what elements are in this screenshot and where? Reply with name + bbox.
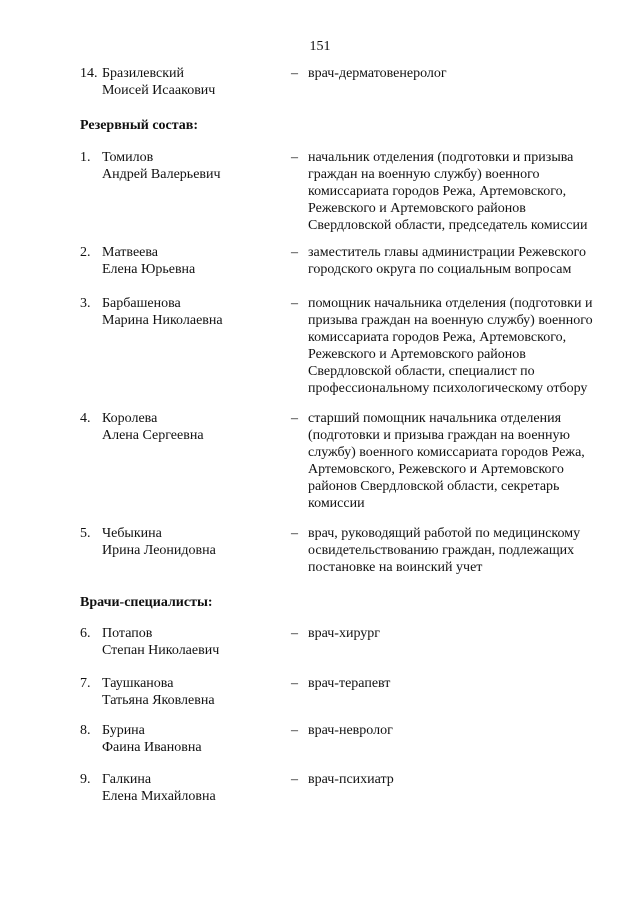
person-given-name: Алена Сергеевна [102, 428, 204, 443]
person-role [308, 65, 620, 82]
dash-separator: – [291, 626, 298, 641]
role-line: освидетельствованию граждан, подлежащих [308, 543, 575, 558]
dash-separator: – [291, 245, 298, 260]
role-line: врач, руководящий работой по медицинскому [308, 526, 581, 541]
role-line: Свердловской области, председатель комиссии [308, 218, 588, 233]
item-number: 2. [80, 245, 91, 260]
person-surname: Таушканова [102, 676, 174, 691]
item-number: 9. [80, 772, 91, 787]
person-given-name: Моисей Исаакович [102, 83, 216, 98]
role-line: комиссариата городов Режа, Артемовского, [308, 184, 567, 199]
role-line: врач-хирург [308, 626, 381, 641]
role-line: Режевского и Артемовского районов [308, 201, 526, 216]
person-surname: Матвеева [102, 245, 159, 260]
role-line: (подготовки и призыва граждан на военную [308, 428, 570, 443]
dash-separator: – [291, 676, 298, 691]
role-line: Артемовского, Режевского и Артемовского [308, 462, 564, 477]
role-line: призыва граждан на военную службу) военного [308, 313, 593, 328]
person-role [308, 149, 620, 234]
dash-separator: – [291, 150, 298, 165]
person-surname: Барбашенова [102, 296, 181, 311]
person-name [102, 771, 282, 805]
person-role [308, 675, 620, 692]
person-name [102, 149, 282, 183]
dash-separator: – [291, 66, 298, 81]
person-role [308, 625, 620, 642]
role-line: Свердловской области, специалист по [308, 364, 535, 379]
person-given-name: Елена Юрьевна [102, 262, 196, 277]
role-line: службу) военного комиссариата городов Режа, [308, 445, 585, 460]
item-number: 5. [80, 526, 91, 541]
person-surname: Бразилевский [102, 66, 185, 81]
person-given-name: Андрей Валерьевич [102, 167, 221, 182]
role-line: заместитель главы администрации Режевского [308, 245, 587, 260]
person-surname: Томилов [102, 150, 154, 165]
role-line: старший помощник начальника отделения [308, 411, 562, 426]
role-line: врач-невролог [308, 723, 393, 738]
dash-separator: – [291, 296, 298, 311]
person-surname: Королева [102, 411, 158, 426]
item-number: 8. [80, 723, 91, 738]
role-line: комиссариата городов Режа, Артемовского, [308, 330, 567, 345]
person-surname: Галкина [102, 772, 152, 787]
person-name [102, 525, 282, 559]
person-role [308, 244, 620, 278]
person-given-name: Степан Николаевич [102, 643, 220, 658]
person-given-name: Татьяна Яковлевна [102, 693, 215, 708]
person-given-name: Ирина Леонидовна [102, 543, 216, 558]
role-line: помощник начальника отделения (подготовки и [308, 296, 593, 311]
dash-separator: – [291, 526, 298, 541]
role-line: постановке на воинский учет [308, 560, 483, 575]
person-name [102, 410, 282, 444]
person-given-name: Елена Михайловна [102, 789, 216, 804]
person-role [308, 771, 620, 788]
role-line: городского округа по социальным вопросам [308, 262, 572, 277]
person-role [308, 295, 620, 397]
person-surname: Чебыкина [102, 526, 162, 541]
role-line: врач-терапевт [308, 676, 391, 691]
page-number: 151 [309, 39, 331, 54]
person-given-name: Марина Николаевна [102, 313, 223, 328]
role-line: врач-дерматовенеролог [308, 66, 447, 81]
role-line: профессиональному психологическому отбору [308, 381, 588, 396]
item-number: 3. [80, 296, 91, 311]
dash-separator: – [291, 772, 298, 787]
role-line: комиссии [308, 496, 365, 511]
item-number: 7. [80, 676, 91, 691]
dash-separator: – [291, 723, 298, 738]
role-line: начальник отделения (подготовки и призыва [308, 150, 574, 165]
person-name [102, 65, 282, 99]
person-role [308, 525, 620, 576]
person-name [102, 244, 282, 278]
person-name [102, 295, 282, 329]
item-number: 4. [80, 411, 91, 426]
dash-separator: – [291, 411, 298, 426]
role-line: районов Свердловской области, секретарь [308, 479, 560, 494]
person-name [102, 722, 282, 756]
role-line: граждан на военную службу) военного [308, 167, 540, 182]
doctors-heading: Врачи-специалисты: [80, 595, 213, 610]
item-number: 6. [80, 626, 91, 641]
person-role [308, 410, 620, 512]
person-name [102, 675, 282, 709]
person-role [308, 722, 620, 739]
item-number: 1. [80, 150, 91, 165]
person-given-name: Фаина Ивановна [102, 740, 202, 755]
reserve-heading: Резервный состав: [80, 118, 199, 133]
person-surname: Потапов [102, 626, 153, 641]
role-line: Режевского и Артемовского районов [308, 347, 526, 362]
item-number: 14. [80, 66, 98, 81]
person-name [102, 625, 282, 659]
person-surname: Бурина [102, 723, 145, 738]
role-line: врач-психиатр [308, 772, 394, 787]
